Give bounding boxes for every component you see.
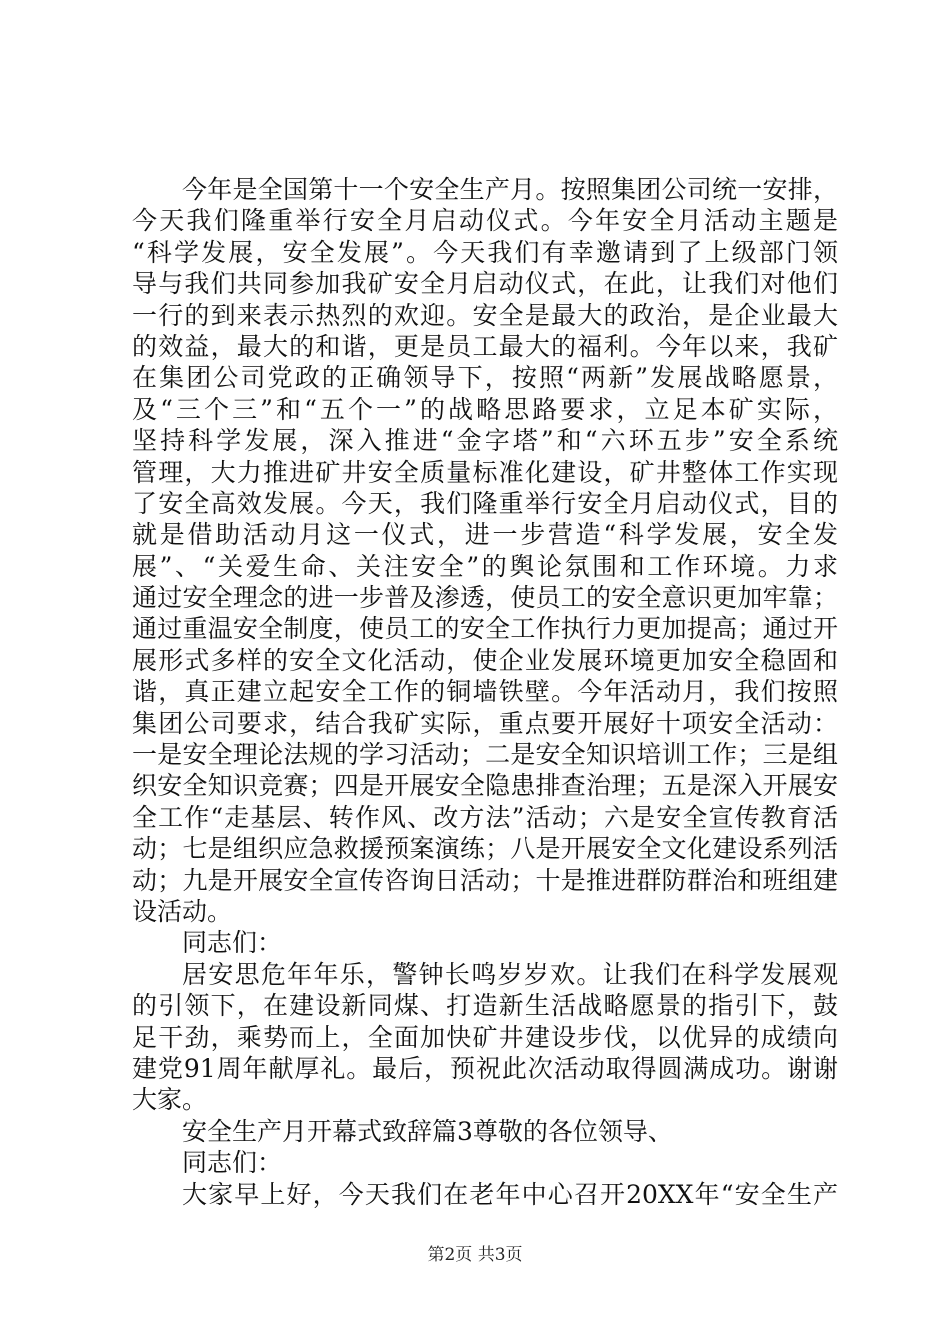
text-line: 同志们： [182, 928, 283, 958]
text-line: 导与我们共同参加我矿安全月启动仪式，在此，让我们对他们 [132, 269, 838, 299]
text-line: 居安思危年年乐，警钟长鸣岁岁欢。让我们在科学发展观 [182, 959, 838, 989]
text-line: 通过安全理念的进一步普及渗透，使员工的安全意识更加牢靠； [132, 583, 838, 613]
text-line: 足干劲，乘势而上，全面加快矿井建设步伐，以优异的成绩向 [132, 1022, 838, 1052]
text-line: 集团公司要求，结合我矿实际，重点要开展好十项安全活动： [132, 708, 838, 738]
text-line: 通过重温安全制度，使员工的安全工作执行力更加提高；通过开 [132, 614, 838, 644]
text-line: 的引领下，在建设新同煤、打造新生活战略愿景的指引下，鼓 [132, 991, 838, 1021]
text-line: 一行的到来表示热烈的欢迎。安全是最大的政治，是企业最大 [132, 300, 838, 330]
text-line: 动；七是组织应急救援预案演练；八是开展安全文化建设系列活 [132, 834, 838, 864]
text-line: 织安全知识竞赛；四是开展安全隐患排查治理；五是深入开展安 [132, 771, 838, 801]
text-line: 同志们： [182, 1148, 283, 1178]
text-line: 一是安全理论法规的学习活动；二是安全知识培训工作；三是组 [132, 740, 838, 770]
text-line: 的效益，最大的和谐，更是员工最大的福利。今年以来，我矿 [132, 331, 838, 361]
text-line: 建党91周年献厚礼。最后，预祝此次活动取得圆满成功。谢谢 [132, 1053, 838, 1083]
text-line: 动；九是开展安全宣传咨询日活动；十是推进群防群治和班组建 [132, 865, 838, 895]
text-line: 大家早上好，今天我们在老年中心召开20XX年“安全生产 [182, 1179, 838, 1209]
text-line: 坚持科学发展，深入推进“金字塔”和“六环五步”安全系统 [132, 426, 838, 456]
text-line: “科学发展，安全发展”。今天我们有幸邀请到了上级部门领 [132, 237, 838, 267]
text-line: 今年是全国第十一个安全生产月。按照集团公司统一安排， [182, 175, 838, 204]
text-line: 及“三个三”和“五个一”的战略思路要求，立足本矿实际， [132, 394, 838, 424]
text-line: 管理，大力推进矿井安全质量标准化建设，矿井整体工作实现 [132, 457, 838, 487]
text-line: 设活动。 [132, 896, 233, 926]
text-line: 展”、“关爱生命、关注安全”的舆论氛围和工作环境。力求 [132, 551, 838, 581]
text-line: 大家。 [132, 1085, 208, 1115]
text-line: 谐，真正建立起安全工作的铜墙铁壁。今年活动月，我们按照 [132, 677, 838, 707]
text-line: 就是借助活动月这一仪式，进一步营造“科学发展，安全发 [132, 520, 838, 550]
text-line: 今天我们隆重举行安全月启动仪式。今年安全月活动主题是 [132, 206, 838, 236]
text-line: 了安全高效发展。今天，我们隆重举行安全月启动仪式，目的 [132, 488, 838, 518]
text-line: 全工作“走基层、转作风、改方法”活动；六是安全宣传教育活 [132, 802, 838, 832]
text-line: 在集团公司党政的正确领导下，按照“两新”发展战略愿景， [132, 363, 838, 393]
page-footer: 第2页 共3页 [427, 1245, 523, 1265]
text-line: 安全生产月开幕式致辞篇3尊敬的各位领导、 [182, 1116, 673, 1146]
text-line: 展形式多样的安全文化活动，使企业发展环境更加安全稳固和 [132, 645, 838, 675]
document-body [132, 174, 838, 1210]
